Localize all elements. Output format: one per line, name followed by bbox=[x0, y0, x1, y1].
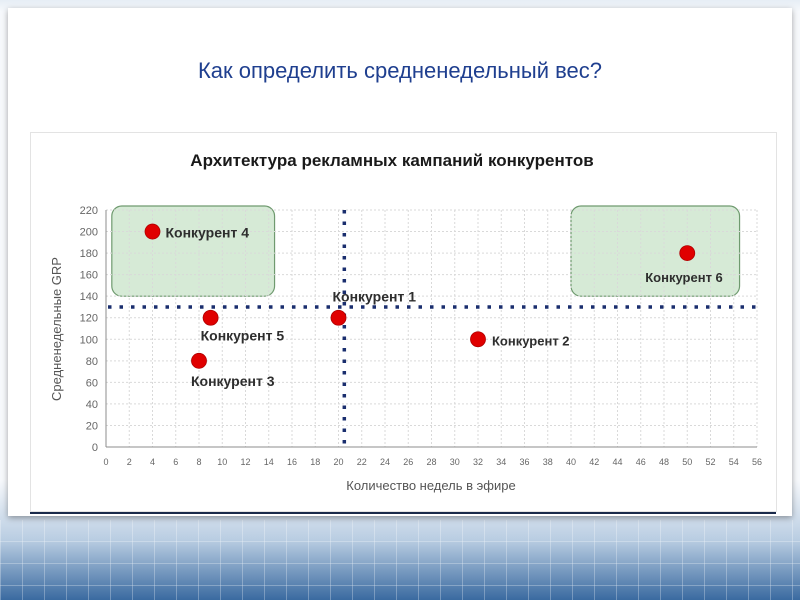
x-tick-label: 54 bbox=[728, 457, 739, 467]
data-point bbox=[203, 310, 218, 325]
x-tick-label: 2 bbox=[126, 457, 132, 467]
y-tick-label: 200 bbox=[79, 226, 98, 239]
y-tick-labels bbox=[80, 205, 98, 454]
x-tick-label: 34 bbox=[496, 457, 507, 467]
y-tick-label: 20 bbox=[85, 420, 98, 433]
y-tick-label: 100 bbox=[79, 334, 98, 347]
x-tick-label: 22 bbox=[356, 457, 367, 467]
x-tick-label: 46 bbox=[635, 457, 646, 467]
y-tick-label: 120 bbox=[79, 312, 98, 325]
y-tick-label: 80 bbox=[85, 355, 98, 368]
x-tick-label: 32 bbox=[472, 457, 484, 467]
x-tick-label: 38 bbox=[542, 457, 553, 467]
x-tick-label: 4 bbox=[149, 457, 156, 467]
data-point bbox=[680, 246, 695, 261]
x-tick-label: 12 bbox=[240, 457, 251, 467]
x-tick-label: 16 bbox=[286, 457, 298, 467]
x-tick-label: 36 bbox=[519, 457, 530, 467]
data-label: Конкурент 2 bbox=[492, 333, 570, 349]
x-tick-label: 18 bbox=[310, 457, 321, 467]
x-tick-label: 50 bbox=[682, 457, 693, 467]
data-label: Конкурент 4 bbox=[165, 224, 249, 241]
x-tick-label: 52 bbox=[705, 457, 716, 467]
x-tick-label: 40 bbox=[565, 457, 577, 467]
y-axis-label: Средненедельные GRP bbox=[49, 257, 64, 401]
chart-title: Архитектура рекламных кампаний конкурентов bbox=[190, 151, 594, 170]
x-tick-label: 10 bbox=[217, 457, 228, 467]
y-tick-label: 140 bbox=[79, 291, 98, 304]
data-point bbox=[471, 332, 486, 347]
x-tick-label: 26 bbox=[403, 457, 414, 467]
x-tick-label: 56 bbox=[751, 457, 763, 467]
y-tick-label: 40 bbox=[85, 398, 98, 411]
y-tick-label: 60 bbox=[85, 377, 98, 390]
x-tick-label: 30 bbox=[449, 457, 460, 467]
y-tick-label: 180 bbox=[79, 248, 98, 261]
x-axis-label: Количество недель в эфире bbox=[346, 478, 516, 493]
highlight-region bbox=[112, 206, 275, 296]
data-point bbox=[145, 224, 160, 239]
x-tick-label: 48 bbox=[658, 457, 670, 467]
x-tick-label: 42 bbox=[589, 457, 600, 467]
data-label: Конкурент 1 bbox=[332, 288, 416, 305]
data-point bbox=[331, 310, 346, 325]
x-tick-label: 6 bbox=[173, 457, 179, 467]
y-tick-label: 0 bbox=[91, 442, 98, 454]
x-tick-label: 44 bbox=[612, 457, 623, 467]
x-tick-label: 20 bbox=[333, 457, 344, 467]
data-point bbox=[192, 353, 207, 368]
data-label: Конкурент 5 bbox=[200, 327, 285, 344]
x-tick-label: 8 bbox=[196, 457, 202, 467]
x-tick-label: 28 bbox=[426, 457, 437, 467]
data-label: Конкурент 3 bbox=[191, 372, 275, 389]
y-tick-label: 160 bbox=[79, 269, 98, 282]
x-tick-label: 0 bbox=[103, 457, 109, 467]
slide-title: Как определить средненедельный вес? bbox=[197, 58, 603, 83]
y-tick-label: 220 bbox=[79, 205, 98, 217]
x-tick-label: 24 bbox=[379, 457, 391, 467]
data-label: Конкурент 6 bbox=[645, 270, 723, 286]
x-tick-labels bbox=[103, 457, 762, 467]
x-tick-label: 14 bbox=[263, 457, 274, 467]
